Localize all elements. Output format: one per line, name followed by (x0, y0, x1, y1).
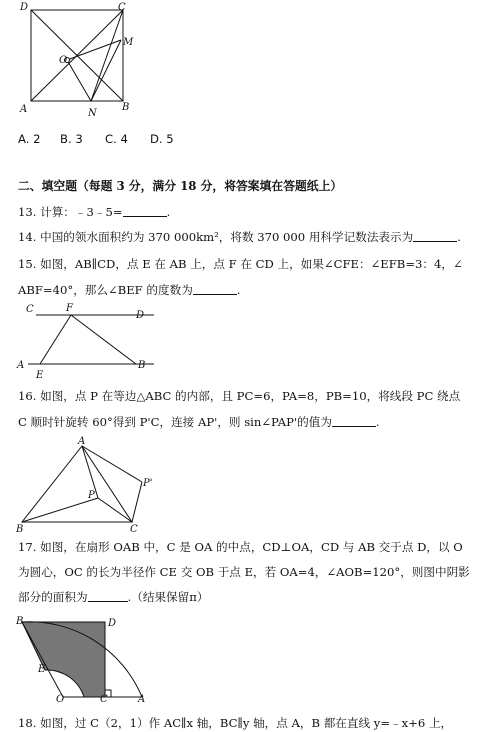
label-O: O (56, 694, 65, 705)
sector-figure (14, 612, 164, 704)
label-O: O (59, 55, 68, 66)
triangle-figure (14, 438, 174, 536)
label-E: E (38, 664, 46, 675)
label-C: C (26, 304, 34, 315)
label-A: A (138, 694, 146, 705)
label-D: D (108, 618, 117, 629)
label-C: C (130, 524, 138, 535)
label-B: B (138, 360, 146, 371)
question-18: 18. 如图，过 C（2，1）作 AC∥x 轴，BC∥y 轴，点 A，B 都在直线 y=﹣x+6 上， (18, 716, 453, 730)
question-16-line2: C 顺时针旋转 60°得到 P'C，连接 AP'，则 sin∠PAP'的值为 . (18, 415, 380, 429)
option-a: A. 2 (18, 132, 41, 146)
label-B: B (16, 616, 24, 627)
label-N: N (88, 108, 97, 119)
question-14: 14. 中国的领水面积约为 370 000km²，将数 370 000 用科学记数法表示为 . (18, 230, 461, 244)
label-D: D (20, 2, 29, 13)
question-15-line1: 15. 如图，AB∥CD，点 E 在 AB 上，点 F 在 CD 上，如果∠CFE：∠EFB=3：4，∠ (18, 257, 463, 271)
label-C: C (100, 694, 108, 705)
option-c: C. 4 (105, 132, 128, 146)
label-B: B (122, 102, 130, 113)
question-17-line1: 17. 如图，在扇形 OAB 中，C 是 OA 的中点，CD⊥OA，CD 与 AB 交于点 D，以 O (18, 540, 463, 554)
section-title: 二、填空题（每题 3 分，满分 18 分，将答案填在答题纸上） (18, 179, 343, 193)
question-17-line2: 为圆心，OC 的长为半径作 CE 交 OB 于点 E，若 OA=4，∠AOB=120°，则图中阴影 (18, 565, 470, 579)
label-A: A (78, 436, 86, 447)
square-figure (14, 0, 144, 120)
label-E: E (36, 370, 44, 381)
question-17-line3: 部分的面积为 .（结果保留π） (18, 590, 209, 604)
label-A: A (20, 104, 28, 115)
label-M: M (123, 37, 134, 48)
label-C: C (118, 2, 126, 13)
question-13: 13. 计算：﹣3﹣5= . (18, 205, 171, 219)
label-P-prime: P' (143, 478, 153, 489)
label-D: D (136, 310, 145, 321)
label-B: B (16, 524, 24, 535)
question-15-line2: ABF=40°，那么∠BEF 的度数为 . (18, 283, 241, 297)
option-d: D. 5 (150, 132, 174, 146)
label-P: P (88, 490, 95, 501)
label-A: A (17, 360, 25, 371)
option-b: B. 3 (60, 132, 83, 146)
parallel-lines-figure (14, 300, 174, 382)
label-F: F (66, 303, 73, 314)
question-16-line1: 16. 如图，点 P 在等边△ABC 的内部，且 PC=6，PA=8，PB=10，将线段 PC 绕点 (18, 389, 461, 403)
